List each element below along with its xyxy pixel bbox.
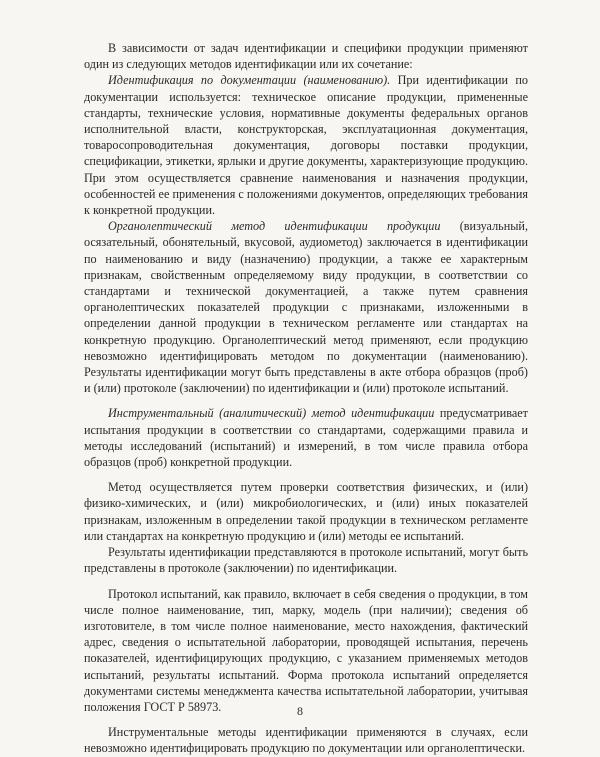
term-instrumental-method: Инструментальный (аналитический) метод идентификации [108, 406, 435, 421]
paragraph-documentation-method: Идентификация по документации (наименованию). При идентификации по документации используется: техническое описание продукции, примененные стандарты, технические условия, нормативные документы федеральных органов исполнительной власти, конструкторская, эксплуатационная документация, товаросопроводительная документация, договоры поставки продукции, спецификации, этикетки, ярлыки и другие документы, характеризующие продукцию. При этом осуществляется сравнение наименования и назначения продукции, особенностей ее применения с положениями документов, определяющих требования к конкретной продукции. [84, 73, 528, 218]
paragraph-organoleptic-method: Органолептический метод идентификации продукции (визуальный, осязательный, обонятельный, вкусовой, аудиометод) заключается в идентификации по наименованию и виду (назначению) продукции, а также ее характерным признакам, свойственным определяемому виду продукции, в соответствии со стандартами и технической документацией, а также путем сравнения органолептических показателей продукции с признаками, изложенными в определении данной продукции в техническом регламенте или стандартах на конкретную продукцию. Органолептический метод применяют, если продукцию невозможно идентифицировать методом по документации (наименованию). Результаты идентификации могут быть представлены в акте отбора образцов (проб) и (или) протоколе (заключении) по идентификации и (или) протоколе испытаний. [84, 219, 528, 396]
paragraph-instrumental-usage: Инструментальные методы идентификации применяются в случаях, если невозможно идентифицировать продукцию по документации или органолептически. [84, 725, 528, 756]
paragraph-results: Результаты идентификации представляются в протоколе испытаний, могут быть представлены в протоколе (заключении) по идентификации. [84, 545, 528, 576]
document-body [84, 40, 528, 757]
term-documentation-method: Идентификация по документации (наименованию). [108, 73, 391, 88]
paragraph-test-protocol: Протокол испытаний, как правило, включает в себя сведения о продукции, в том числе полное наименование, тип, марку, модель (при наличии); сведения об изготовителе, в том числе полное наименование, место нахождения, фактический адрес, сведения о испытательной лаборатории, проводящей испытания, перечень показателей, идентифицирующих продукцию, с указанием применяемых методов испытаний, результаты испытаний. Форма протокола испытаний определяется документами системы менеджмента качества испытательной лаборатории, учитывая положения ГОСТ Р 58973. [84, 586, 528, 714]
term-organoleptic-method: Органолептический метод идентификации продукции [108, 219, 441, 234]
paragraph-intro: В зависимости от задач идентификации и специфики продукции применяют один из следующих методов идентификации или их сочетание: [84, 41, 528, 72]
page-number: 8 [297, 704, 303, 718]
paragraph-method-procedure: Метод осуществляется путем проверки соответствия физических, и (или) физико-химических, и (или) микробиологических, и (или) иных показателей признакам, изложенным в определении такой продукции в техническом регламенте или стандартах на конкретную продукцию и (или) методы ее испытаний. [84, 480, 528, 543]
paragraph-instrumental-method: Инструментальный (аналитический) метод идентификации предусматривает испытания продукции в соответствии со стандартами, содержащими правила и методы исследований (испытаний) и измерений, в том числе правила отбора образцов (проб) конкретной продукции. [84, 406, 528, 470]
